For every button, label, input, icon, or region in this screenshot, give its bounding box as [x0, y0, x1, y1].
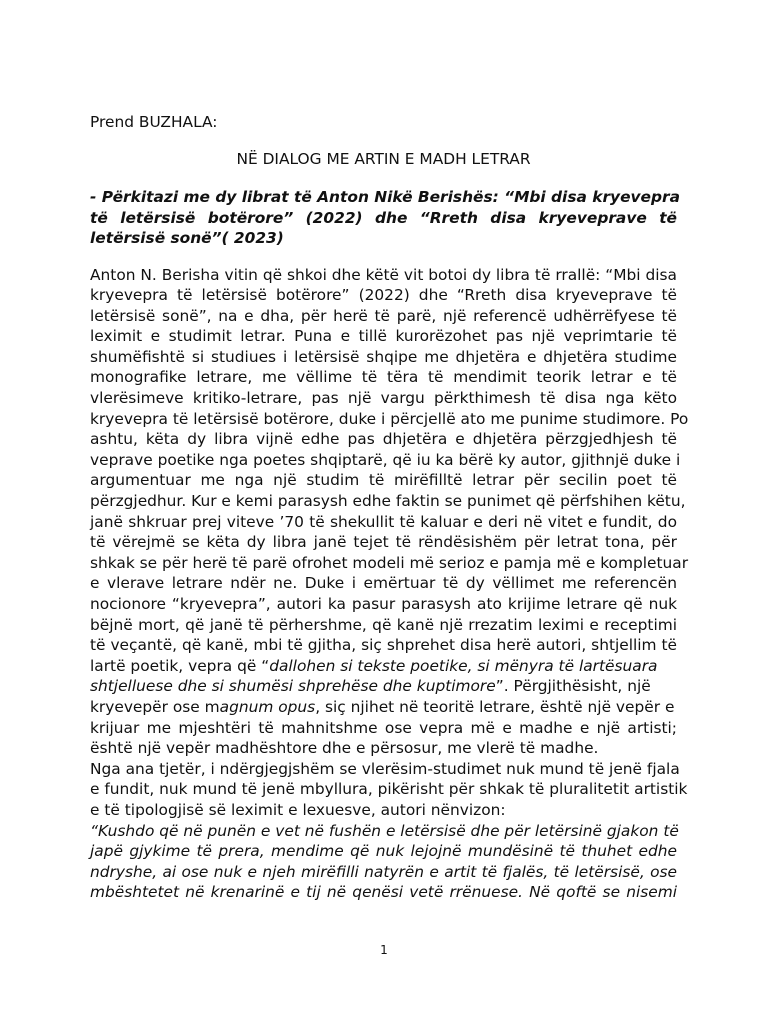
quote-paragraph — [90, 821, 677, 903]
italic-term-segment: agnum opus — [219, 697, 316, 716]
text-segment: lartë poetik, vepra që “ — [90, 656, 270, 675]
text-line — [90, 656, 677, 677]
text-line: letërsisë sonë”, na e dha, për herë të parë, një referencë udhërrëfyese të — [90, 306, 677, 325]
subtitle-line: letërsisë sonë”( 2023) — [90, 229, 284, 247]
text-line: veprave poetike nga poetes shqiptarë, që iu ka bërë ky autor, gjithnjë duke i — [90, 450, 681, 469]
text-line: shkak se për herë të parë ofrohet modeli më serioz e pamja më e kompletuar — [90, 553, 689, 572]
text-line — [90, 676, 677, 697]
text-line: ashtu, këta dy libra vijnë edhe pas dhjetëra e dhjetëra përzgjedhjesh të — [90, 430, 677, 449]
text-line: kryevepra të letërsisë botërore” (2022) dhe “Rreth disa kryeveprave të — [90, 286, 677, 305]
text-line: argumentuar me nga një studim të mirëfilltë letrar për secilin poet të — [90, 471, 677, 490]
text-line: Anton N. Berisha vitin që shkoi dhe këtë vit botoi dy libra të rrallë: “Mbi disa — [90, 265, 677, 284]
text-line: “Kushdo që në punën e vet në fushën e letërsisë dhe për letërsinë gjakon të — [90, 821, 679, 840]
text-line: mbështetet në krenarinë e tij në qenësi vetë rrënuese. Në qoftë se nisemi — [90, 883, 677, 902]
text-segment: ”. Përgjithësisht, një — [495, 677, 651, 696]
text-line: leximit e studimit letrar. Puna e tillë kurorëzohet pas një veprimtarie të — [90, 327, 677, 346]
text-line: ndryshe, ai ose nuk e njeh mirëfilli natyrën e artit të fjalës, të letërsisë, ose — [90, 862, 677, 881]
text-segment: kryevepër ose m — [90, 697, 220, 716]
text-line: të veçantë, që kanë, mbi të gjitha, siç shprehet disa herë autori, shtjellim të — [90, 636, 677, 655]
document-title: NË DIALOG ME ARTIN E MADH LETRAR — [236, 150, 531, 168]
text-line: janë shkruar prej viteve ’70 të shekullit të kaluar e deri në vitet e fundit, do — [90, 512, 677, 531]
text-line: nocionore “kryevepra”, autori ka pasur parasysh ato krijime letrare që nuk — [90, 595, 677, 613]
text-line: kryevepra të letërsisë botërore, duke i përcjellë ato me punime studimore. Po — [90, 409, 689, 428]
text-line: krijuar me mjeshtëri të mahnitshme ose vepra më e madhe e një artisti; — [90, 718, 677, 737]
text-line: Nga ana tjetër, i ndërgjegjshëm se vlerësim-studimet nuk mund të jenë fjala — [90, 759, 680, 778]
text-line: përzgjedhur. Kur e kemi parasysh edhe faktin se punimet që përfshihen këtu, — [90, 492, 686, 511]
italic-quote-segment: shtjelluese dhe si shumësi shprehëse dhe kuptimore — [90, 677, 496, 696]
text-line: vlerësimeve kritiko-letrare, pas një vargu përkthimesh të disa nga këto — [90, 389, 677, 408]
text-line: e të tipologjisë së leximit e lexuesve, autori nënvizon: — [90, 800, 506, 819]
text-line: është një vepër madhështore dhe e përsosur, me vlerë të madhe. — [90, 739, 599, 758]
author-name: Prend BUZHALA: — [90, 113, 218, 131]
body-paragraph-2 — [90, 759, 688, 821]
body-paragraph-1 — [90, 265, 689, 759]
text-segment: , siç njihet në teoritë letrare, është një vepër e — [315, 697, 675, 716]
text-line: shumëfishtë si studiues i letërsisë shqipe me dhjetëra e dhjetëra studime — [90, 347, 677, 366]
text-line: e vlerave letrare ndër ne. Duke i emërtuar të dy vëllimet me referencën — [90, 574, 677, 593]
page-number: 1 — [380, 943, 388, 957]
italic-quote-segment: dallohen si tekste poetike, si mënyra të lartësuara — [269, 656, 658, 675]
text-line — [90, 697, 677, 718]
text-line: bëjnë mort, që janë të përhershme, që kanë një rrezatim leximi e receptimi — [90, 615, 677, 634]
text-line: monografike letrare, me vëllime të tëra të mendimit teorik letrar e të — [90, 368, 677, 387]
subtitle — [90, 187, 680, 249]
document-page — [90, 112, 689, 903]
text-line: e fundit, nuk mund të jenë mbyllura, pikërisht për shkak të pluralitetit artistik — [90, 780, 688, 799]
text-line: të vërejmë se këta dy libra janë tejet të rëndësishëm për letrat tona, për — [90, 533, 677, 552]
text-line: japë gjykime të prera, mendime që nuk lejojnë mundësinë të thuhet edhe — [90, 842, 677, 861]
subtitle-line: - Përkitazi me dy librat të Anton Nikë Berishës: “Mbi disa kryevepra — [90, 188, 680, 206]
subtitle-line: të letërsisë botërore” (2022) dhe “Rreth disa kryeveprave të — [90, 208, 677, 227]
